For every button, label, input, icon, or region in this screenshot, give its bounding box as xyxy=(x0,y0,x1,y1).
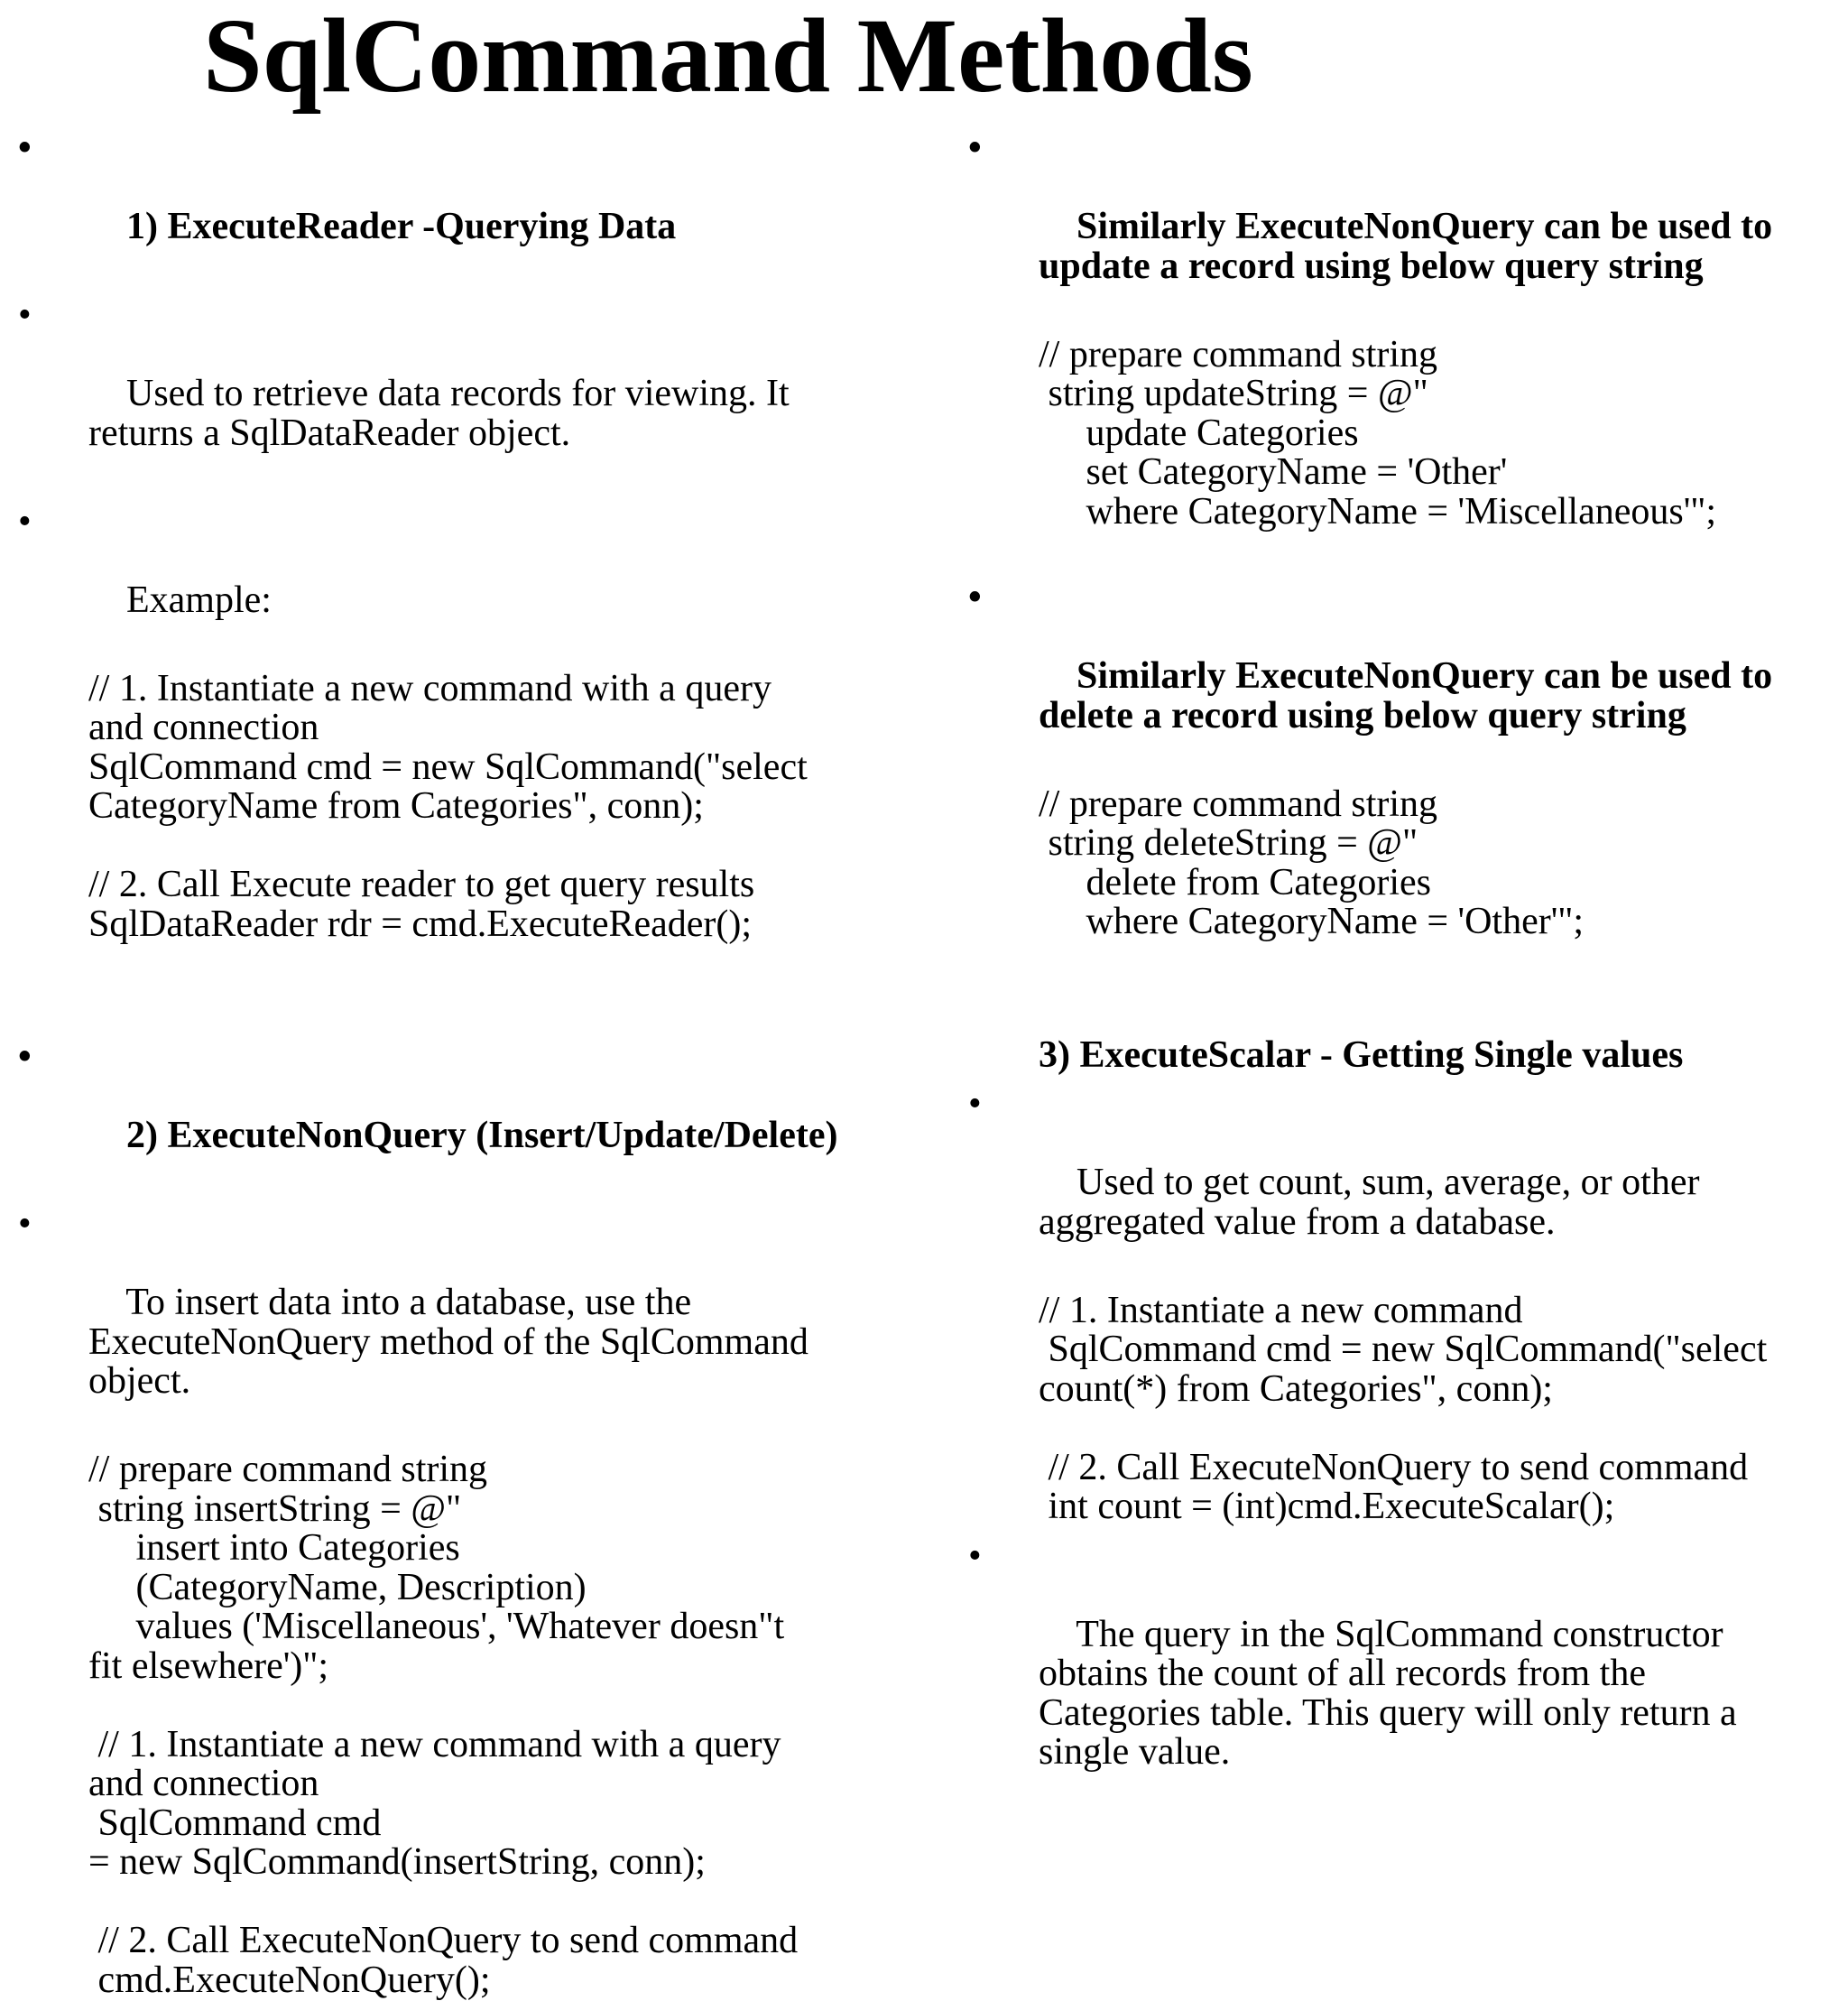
bullet-icon: • xyxy=(18,1036,32,1078)
execute-reader-description: Used to retrieve data records for viewing. It returns a SqlDataReader object. xyxy=(88,373,790,454)
bullet-icon: • xyxy=(968,127,982,169)
bullet-icon: • xyxy=(968,1083,982,1125)
example-label: Example: xyxy=(126,579,272,621)
execute-scalar-heading: 3) ExecuteScalar - Getting Single values xyxy=(1039,1033,1684,1076)
execute-scalar-description-item xyxy=(968,1085,1834,1282)
example-label-item xyxy=(18,500,884,660)
bullet-icon: • xyxy=(18,1203,32,1245)
execute-nonquery-heading: 2) ExecuteNonQuery (Insert/Update/Delete) xyxy=(126,1115,838,1156)
bullet-icon: • xyxy=(18,500,32,542)
left-column xyxy=(18,129,884,2000)
insert-code: // prepare command string string insertString = @" insert into Categories (CategoryName, Description) values ('Miscellaneous', 'Whatever doesn"t fit elsewhere')"; // 1. Instantiate a new command with a query and connection SqlCommand cmd = new SqlCommand(insertString, conn); // 2. Call ExecuteNonQuery to send command cmd.ExecuteNonQuery(); xyxy=(88,1449,799,2001)
bullet-icon: • xyxy=(18,294,32,336)
bullet-icon: • xyxy=(18,127,32,169)
delete-heading-item xyxy=(968,579,1834,775)
execute-reader-heading-item xyxy=(18,129,884,286)
update-code: // prepare command string string updateString = @" update Categories set CategoryName = 'Other' where CategoryName = 'Miscellaneous'"; xyxy=(1039,333,1717,533)
delete-heading: Similarly ExecuteNonQuery can be used to delete a record using below query string xyxy=(1039,655,1773,736)
execute-nonquery-heading-item xyxy=(18,1038,884,1195)
update-heading: Similarly ExecuteNonQuery can be used to update a record using below query string xyxy=(1039,206,1773,287)
execute-nonquery-description-item xyxy=(18,1205,884,1441)
right-column xyxy=(968,129,1834,1811)
execute-reader-code: // 1. Instantiate a new command with a query and connection SqlCommand cmd = new SqlCommand("select CategoryName from Categories", conn); // 2. Call Execute reader to get query results SqlDataReader rdr = cmd.ExecuteReader(); xyxy=(88,667,808,945)
execute-nonquery-description: To insert data into a database, use the ExecuteNonQuery method of the SqlCommand object. xyxy=(88,1282,808,1402)
execute-scalar-code: // 1. Instantiate a new command SqlCommand cmd = new SqlCommand("select count(*) from Categories", conn); // 2. Call ExecuteNonQuery to send command int count = (int)cmd.ExecuteScalar(); xyxy=(1039,1289,1768,1527)
delete-code: // prepare command string string deleteString = @" delete from Categories where CategoryName = 'Other'"; xyxy=(1039,783,1585,942)
page-title: SqlCommand Methods xyxy=(203,0,1253,115)
execute-scalar-note: The query in the SqlCommand constructor obtains the count of all records from the Categories table. This query will only return a single value. xyxy=(1039,1613,1737,1773)
update-heading-item xyxy=(968,129,1834,326)
execute-scalar-description: Used to get count, sum, average, or other aggregated value from a database. xyxy=(1039,1162,1700,1243)
execute-reader-heading: 1) ExecuteReader -Querying Data xyxy=(126,206,677,247)
execute-scalar-note-item xyxy=(968,1534,1834,1812)
execute-reader-description-item xyxy=(18,296,884,493)
bullet-icon: • xyxy=(968,577,982,618)
bullet-icon: • xyxy=(968,1534,982,1577)
